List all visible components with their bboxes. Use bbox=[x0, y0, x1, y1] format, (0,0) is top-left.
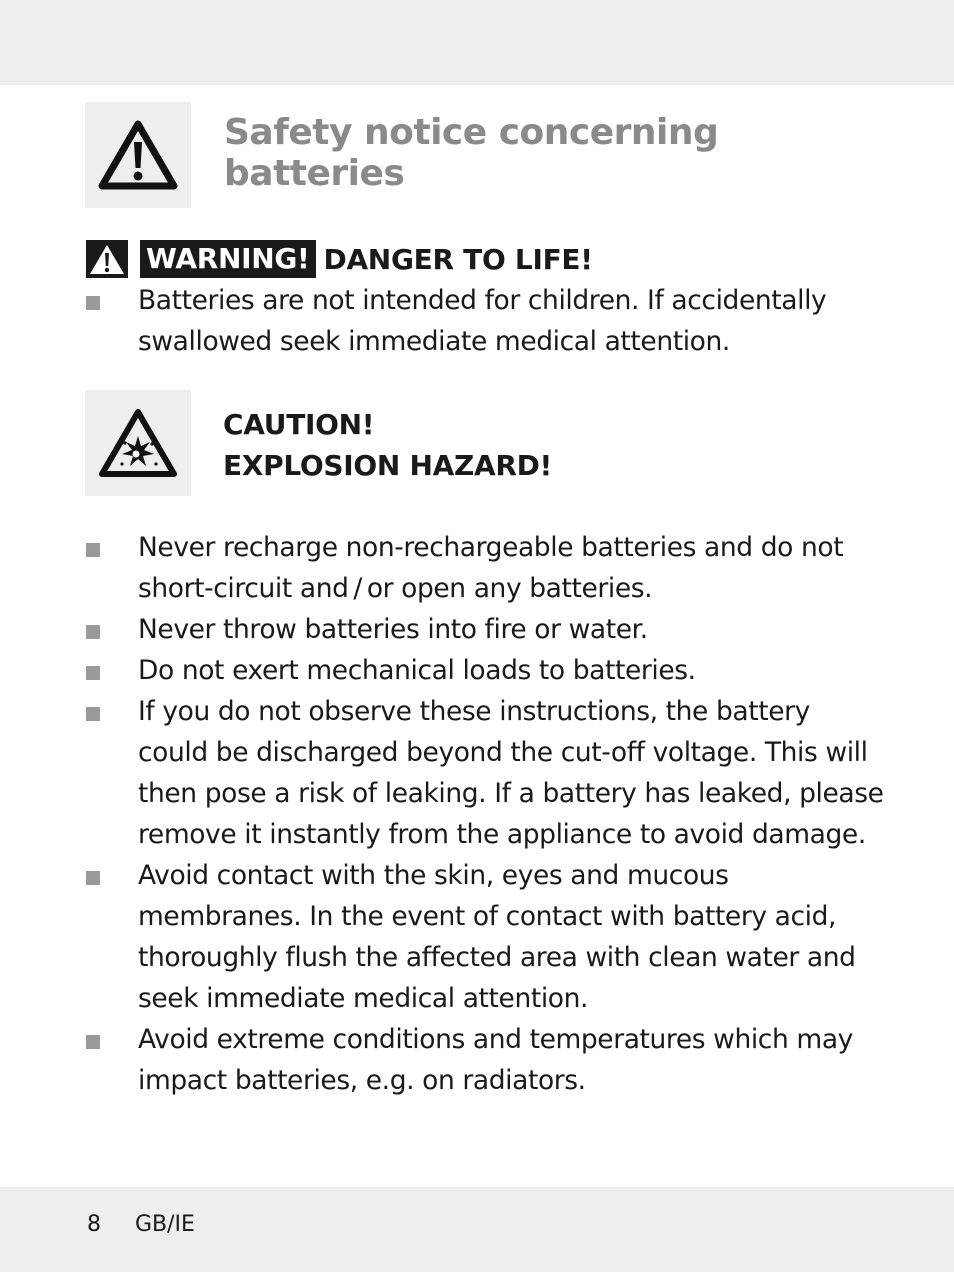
list-item: Do not exert mechanical loads to batteries. bbox=[85, 650, 885, 691]
page-header-band bbox=[0, 0, 954, 85]
explosion-hazard-icon bbox=[98, 406, 178, 478]
page-number: 8 bbox=[87, 1212, 101, 1237]
caution-icon-box bbox=[85, 390, 191, 496]
list-item: Never recharge non-rechargeable batteries and do not short-circuit and / or open any batteries. bbox=[85, 527, 885, 609]
warning-triangle-icon bbox=[86, 240, 128, 278]
caution-list bbox=[85, 527, 885, 1101]
warning-triangle-icon bbox=[98, 118, 178, 190]
warning-list bbox=[85, 280, 885, 362]
caution-line-1: CAUTION! bbox=[223, 408, 375, 441]
warning-line bbox=[86, 240, 593, 278]
region-code: GB/IE bbox=[135, 1212, 195, 1237]
list-item: Avoid contact with the skin, eyes and mucous membranes. In the event of contact with battery acid, thoroughly flush the affected area with clean water and seek immediate medical attention. bbox=[85, 855, 885, 1019]
page-footer bbox=[87, 1210, 195, 1240]
section-heading bbox=[224, 112, 884, 194]
list-item: Never throw batteries into fire or water. bbox=[85, 609, 885, 650]
list-item: Avoid extreme conditions and temperatures which may impact batteries, e.g. on radiators. bbox=[85, 1019, 885, 1101]
caution-heading bbox=[223, 404, 552, 486]
warning-badge: WARNING! bbox=[140, 240, 316, 278]
danger-text: DANGER TO LIFE! bbox=[323, 242, 593, 276]
heading-line-1: Safety notice concerning bbox=[224, 112, 719, 153]
heading-line-2: batteries bbox=[224, 153, 405, 194]
list-item: If you do not observe these instructions, the battery could be discharged beyond the cut-off voltage. This will then pose a risk of leaking. If a battery has leaked, please remove it instantly from the appliance to avoid damage. bbox=[85, 691, 885, 855]
caution-line-2: EXPLOSION HAZARD! bbox=[223, 449, 552, 482]
section-icon-box bbox=[85, 102, 191, 208]
list-item: Batteries are not intended for children. If accidentally swallowed seek immediate medical attention. bbox=[85, 280, 885, 362]
